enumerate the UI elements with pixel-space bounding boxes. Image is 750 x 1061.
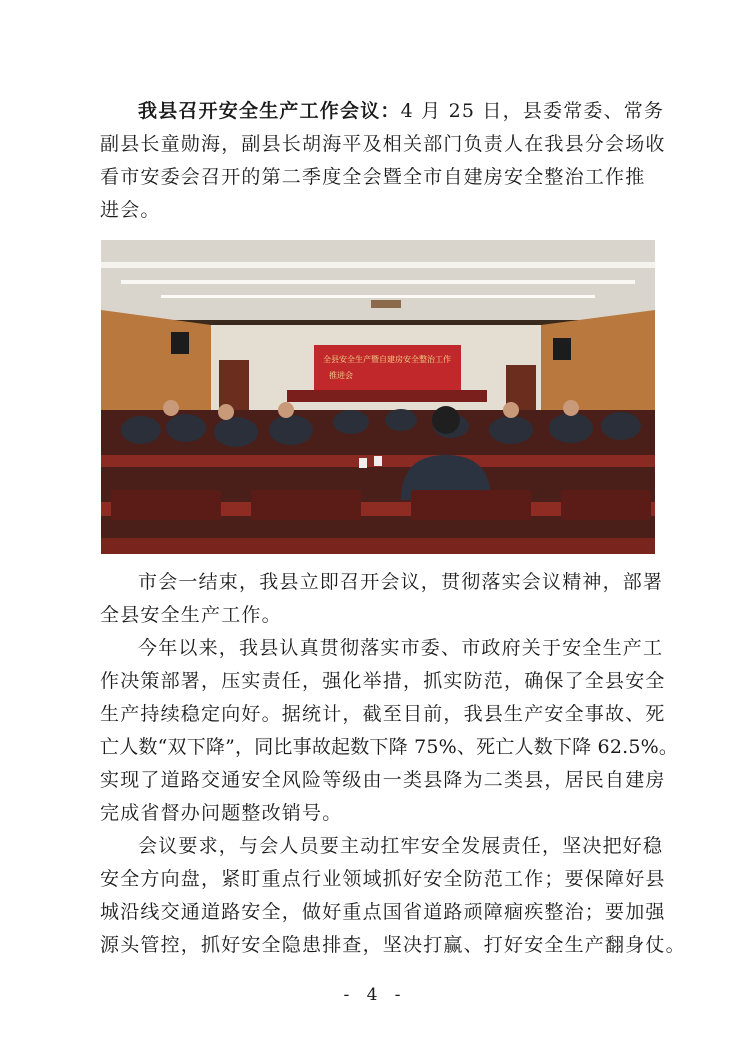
para2-line-1: 市会一结束，我县立即召开会议，贯彻落实会议精神，部署: [138, 571, 664, 593]
headline: 我县召开安全生产工作会议：: [138, 100, 401, 122]
intro-date-text: 4 月 25 日，县委常委、常务: [400, 100, 665, 122]
page-number: - 4 -: [343, 985, 407, 1005]
para2-line-2: 全县安全生产工作。: [100, 604, 282, 626]
para3-line-4: 亡人数“双下降”，同比事故起数下降 75%、死亡人数下降 62.5%。: [100, 736, 679, 758]
para4-line-2: 安全方向盘，紧盯重点行业领域抓好安全防范工作；要保障好县: [100, 868, 666, 890]
intro-line-2: 副县长童勋海，副县长胡海平及相关部门负责人在我县分会场收: [100, 133, 666, 155]
paragraph-2: [100, 566, 664, 632]
intro-line-3: 看市安委会召开的第二季度全会暨全市自建房安全整治工作推: [100, 166, 646, 188]
para3-line-3: 生产持续稳定向好。据统计，截至目前，我县生产安全事故、死: [100, 703, 666, 725]
paragraph-3: [100, 632, 679, 830]
para4-line-4: 源头管控，抓好安全隐患排查，坚决打赢、打好安全生产翻身仗。: [100, 934, 686, 956]
para3-line-1: 今年以来，我县认真贯彻落实市委、市政府关于安全生产工: [138, 637, 664, 659]
para4-line-3: 城沿线交通道路安全，做好重点国省道路顽障痼疾整治；要加强: [100, 901, 666, 923]
intro-line-4: 进会。: [100, 199, 161, 221]
meeting-photo-illustration: [101, 240, 655, 554]
para4-line-1: 会议要求，与会人员要主动扛牢安全发展责任，坚决把好稳: [138, 835, 664, 857]
banner-text-1: 全县安全生产暨自建房安全整治工作: [323, 355, 451, 364]
intro-line-1: [100, 95, 665, 128]
para3-line-6: 完成省督办问题整改销号。: [100, 802, 343, 824]
para3-line-2: 作决策部署，压实责任，强化举措，抓实防范，确保了全县安全: [100, 670, 666, 692]
intro-paragraph: [100, 95, 666, 227]
meeting-photo: [101, 240, 655, 554]
para3-line-5: 实现了道路交通安全风险等级由一类县降为二类县，居民自建房: [100, 769, 666, 791]
paragraph-4: [100, 830, 686, 962]
banner-text-2: 推进会: [329, 371, 353, 380]
